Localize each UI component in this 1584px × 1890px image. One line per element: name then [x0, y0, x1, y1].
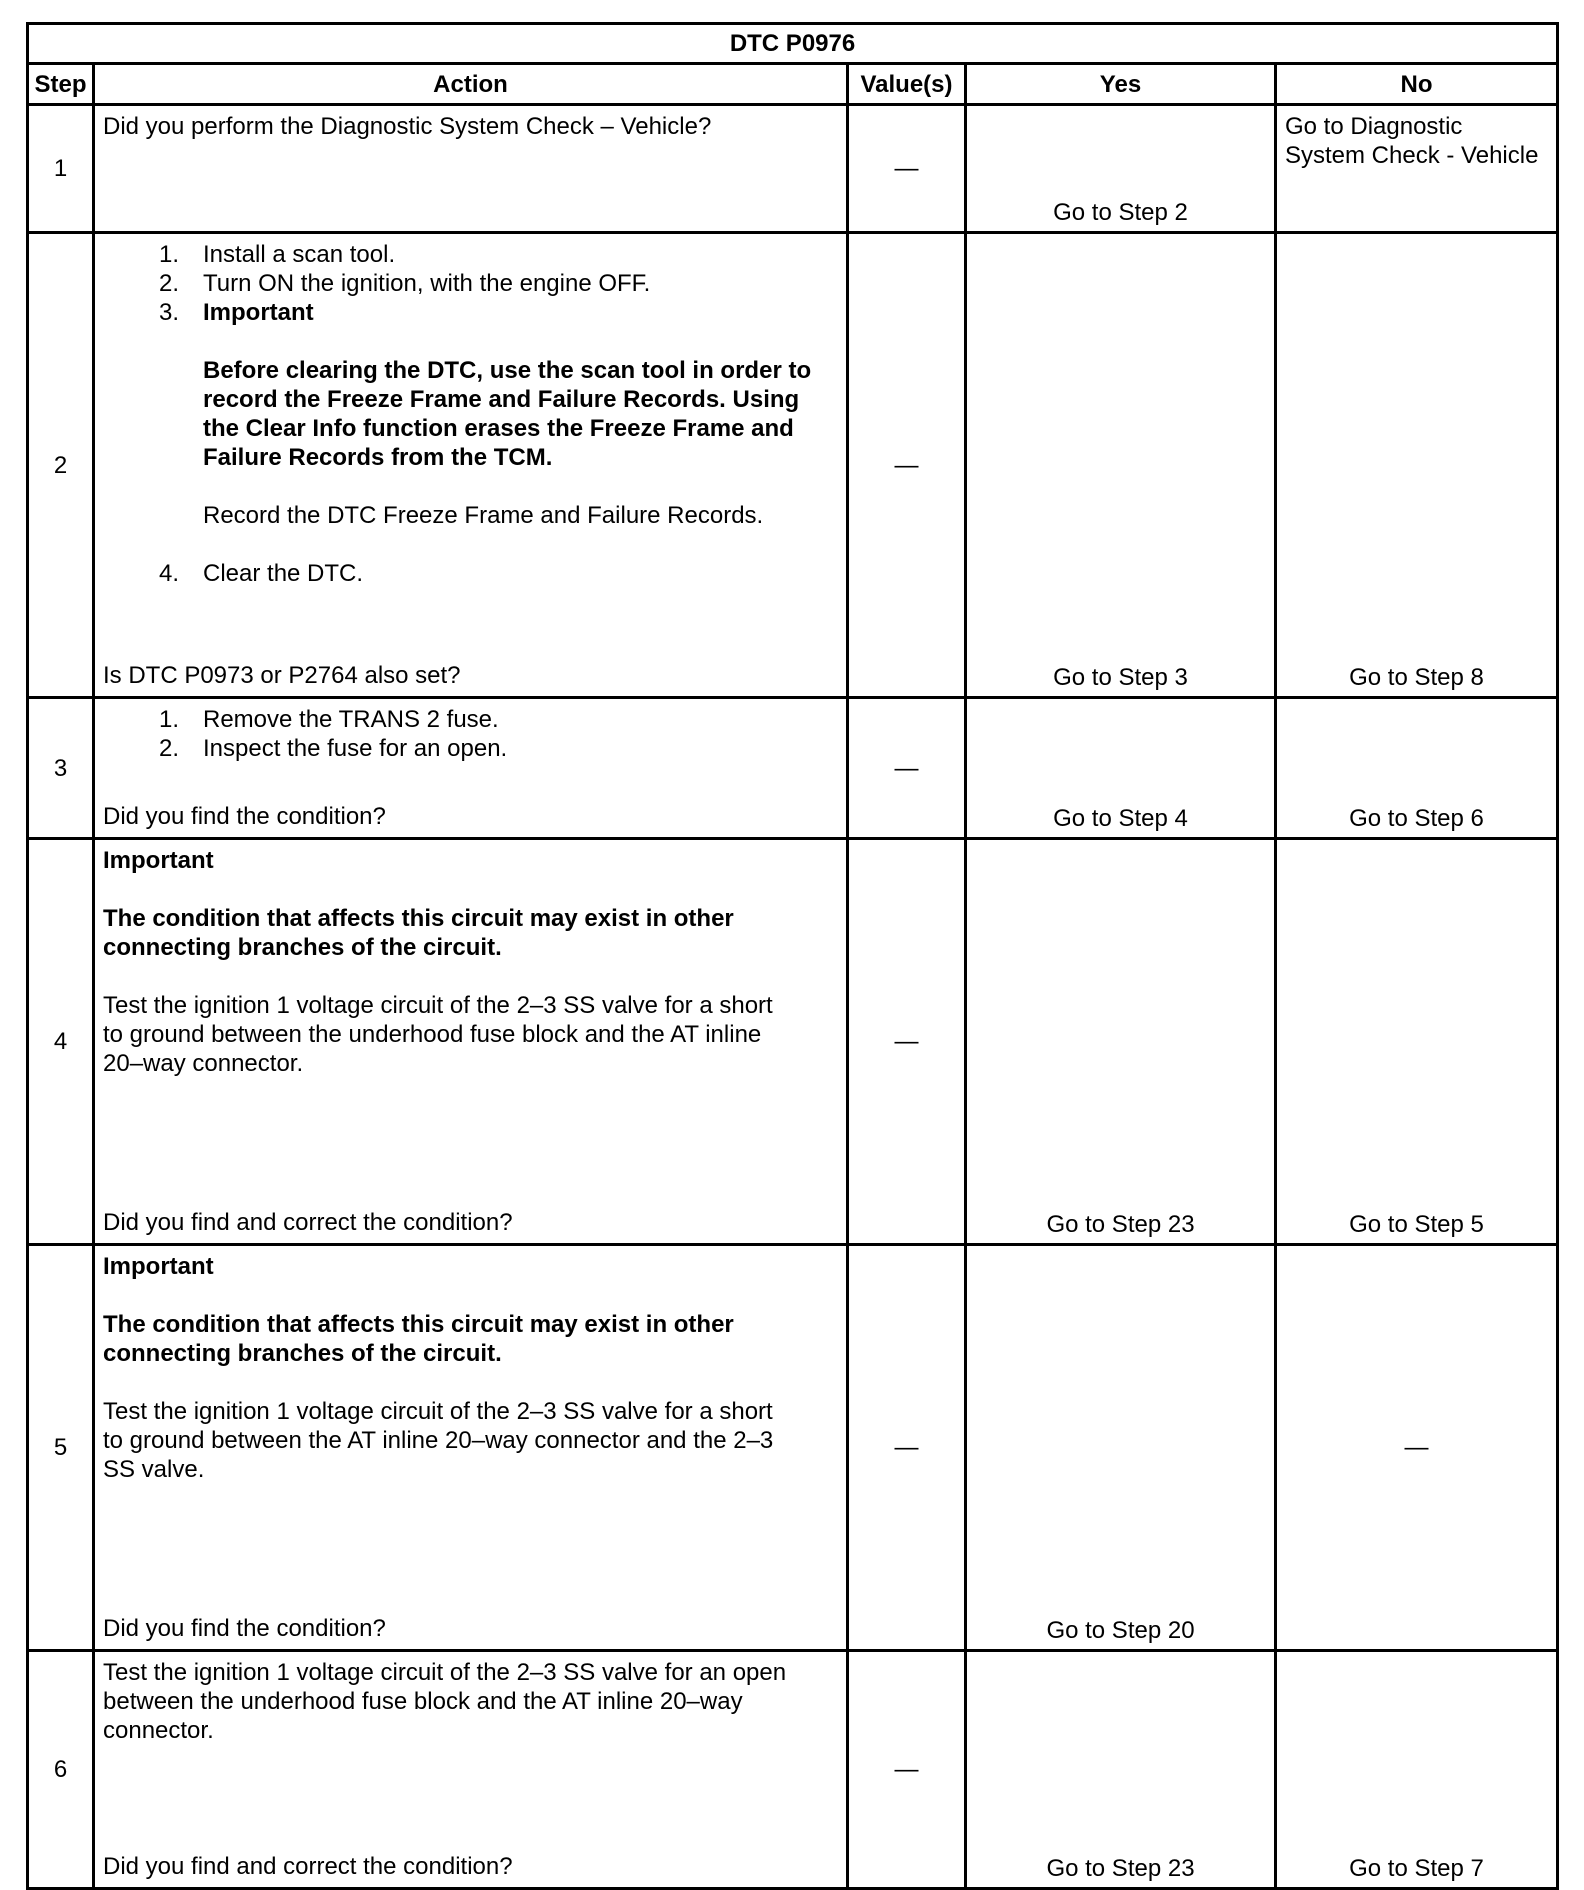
step-number: 6 [28, 1651, 94, 1889]
no-cell [1276, 1651, 1558, 1889]
action-steps [103, 559, 838, 588]
header-action: Action [94, 64, 848, 105]
value-cell: — [848, 839, 966, 1245]
no-cell [1276, 105, 1558, 233]
action-question: Did you find the condition? [103, 803, 386, 830]
dtc-table [26, 22, 1559, 1890]
important-heading: Important [103, 847, 214, 874]
yes-link[interactable]: Go to Step 20 [1046, 1617, 1195, 1644]
action-body: Test the ignition 1 voltage circuit of the 2–3 SS valve for a short to ground between the underhood fuse block and the AT inline 20–way connector. [103, 992, 773, 1077]
action-cell [94, 698, 848, 839]
no-cell: — [1276, 1245, 1558, 1651]
no-link[interactable]: Go to Step 7 [1349, 1855, 1484, 1882]
value-cell: — [848, 1245, 966, 1651]
table-row [28, 1245, 1558, 1651]
important-note: Before clearing the DTC, use the scan tool in order to record the Freeze Frame and Failure Records. Using the Clear Info function erases the Freeze Frame and Failure Records from the TCM. [203, 357, 812, 471]
yes-cell [966, 698, 1276, 839]
value-cell: — [848, 105, 966, 233]
action-body: Test the ignition 1 voltage circuit of the 2–3 SS valve for a short to ground between the AT inline 20–way connector and the 2–3 SS valve. [103, 1398, 774, 1483]
value-cell: — [848, 698, 966, 839]
list-item: 3. Important [158, 299, 314, 326]
record-text: Record the DTC Freeze Frame and Failure Records. [203, 502, 764, 529]
header-no: No [1276, 64, 1558, 105]
no-cell [1276, 839, 1558, 1245]
yes-cell [966, 839, 1276, 1245]
action-question: Is DTC P0973 or P2764 also set? [103, 662, 461, 689]
yes-cell [966, 105, 1276, 233]
table-row [28, 105, 1558, 233]
action-steps [103, 240, 838, 327]
step-number: 4 [28, 839, 94, 1245]
yes-cell [966, 233, 1276, 698]
yes-link[interactable]: Go to Step 3 [1053, 664, 1188, 691]
action-body: Test the ignition 1 voltage circuit of the 2–3 SS valve for an open between the underhood fuse block and the AT inline 20–way connector. [103, 1659, 787, 1744]
table-title: DTC P0976 [28, 24, 1558, 64]
action-question: Did you find the condition? [103, 1615, 386, 1642]
list-item: 2. Turn ON the ignition, with the engine OFF. [158, 270, 651, 297]
yes-link[interactable]: Go to Step 2 [1053, 199, 1188, 226]
header-step: Step [28, 64, 94, 105]
action-cell [94, 233, 848, 698]
step-number: 1 [28, 105, 94, 233]
action-cell [94, 1651, 848, 1889]
yes-cell [966, 1245, 1276, 1651]
action-cell [94, 105, 848, 233]
action-question: Did you perform the Diagnostic System Check – Vehicle? [103, 113, 712, 140]
action-question: Did you find and correct the condition? [103, 1853, 513, 1880]
table-row [28, 839, 1558, 1245]
action-steps [103, 705, 838, 763]
action-cell [94, 1245, 848, 1651]
list-item: 1. Remove the TRANS 2 fuse. [158, 706, 499, 733]
no-link[interactable]: Go to Step 5 [1349, 1211, 1484, 1238]
no-link[interactable]: Go to Step 8 [1349, 664, 1484, 691]
yes-link[interactable]: Go to Step 4 [1053, 805, 1188, 832]
important-note: The condition that affects this circuit may exist in other connecting branches of the circuit. [103, 905, 734, 961]
important-note: The condition that affects this circuit may exist in other connecting branches of the circuit. [103, 1311, 734, 1367]
no-link[interactable]: Go to Diagnostic System Check - Vehicle [1285, 113, 1539, 169]
list-item: 2. Inspect the fuse for an open. [158, 735, 508, 762]
header-row [28, 64, 1558, 105]
step-number: 3 [28, 698, 94, 839]
value-cell: — [848, 1651, 966, 1889]
action-question: Did you find and correct the condition? [103, 1209, 513, 1236]
table-row [28, 1651, 1558, 1889]
yes-link[interactable]: Go to Step 23 [1046, 1855, 1195, 1882]
table-row [28, 698, 1558, 839]
header-values: Value(s) [848, 64, 966, 105]
list-item: 1. Install a scan tool. [158, 241, 396, 268]
table-row [28, 233, 1558, 698]
yes-cell [966, 1651, 1276, 1889]
important-heading: Important [103, 1253, 214, 1280]
step-number: 2 [28, 233, 94, 698]
yes-link[interactable]: Go to Step 23 [1046, 1211, 1195, 1238]
no-cell [1276, 233, 1558, 698]
no-cell [1276, 698, 1558, 839]
action-cell [94, 839, 848, 1245]
no-link[interactable]: Go to Step 6 [1349, 805, 1484, 832]
value-cell: — [848, 233, 966, 698]
header-yes: Yes [966, 64, 1276, 105]
list-item: 4. Clear the DTC. [158, 560, 364, 587]
step-number: 5 [28, 1245, 94, 1651]
